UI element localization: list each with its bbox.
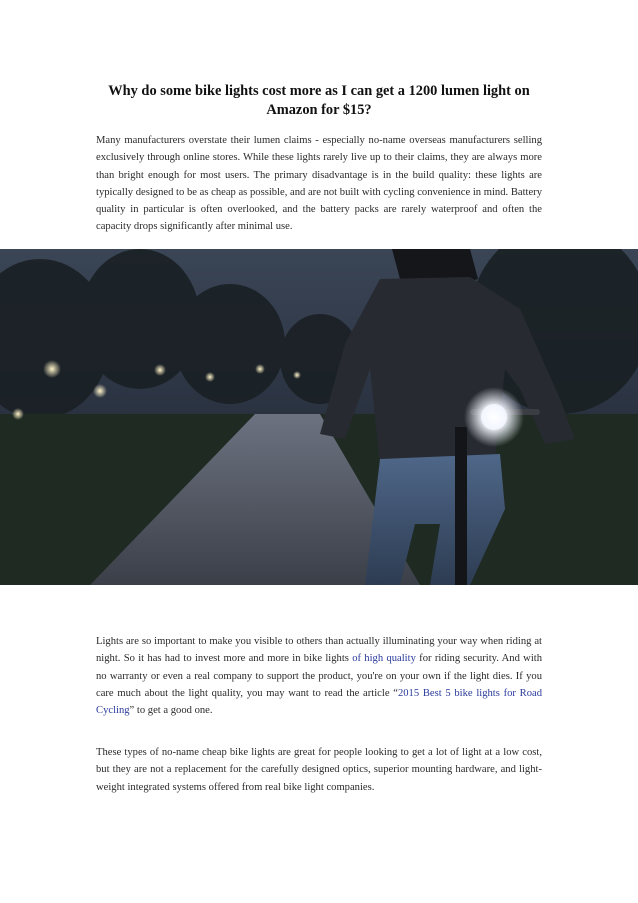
paragraph2-part1: Lights are so important to make you visible to others than actually illuminating your way when riding at night. So it has had to invest more and more in bike lights	[96, 636, 542, 665]
cyclist-photo	[0, 249, 638, 585]
best-bike-lights-link[interactable]: 2015 Best 5 bike lights for Road Cycling	[96, 687, 542, 717]
paragraph2-part3: ” to get a good one.	[129, 705, 213, 717]
headlight-icon	[464, 387, 524, 447]
paragraph2-part2: for riding security. And with no warranty or even a real company to support the product, you're on your own if the light dies. If you care much about the light quality, you may want to read the article “	[96, 653, 543, 699]
high-quality-link[interactable]: of high quality	[352, 653, 416, 665]
article-title: Why do some bike lights cost more as I can get a 1200 lumen light on Amazon for $15?	[108, 83, 530, 118]
paragraph-visibility	[96, 633, 542, 719]
paragraph-conclusion: These types of no-name cheap bike lights are great for people looking to get a lot of light at a low cost, but they are not a replacement for the carefully designed optics, superior mounting hardware, and light-weight integrated systems offered from real bike light companies.	[96, 747, 542, 793]
paragraph-intro: Many manufacturers overstate their lumen claims - especially no-name overseas manufacturers selling exclusively through online stores. While these lights rarely live up to their claims, they are always more than bright enough for most users. The primary disadvantage is in the build quality: these lights are typically designed to be as cheap as possible, and are not built with cycling convenience in mind. Battery quality in particular is often overlooked, and the battery packs are rarely waterproof and often the capacity drops significantly after minimal use.	[96, 135, 542, 233]
